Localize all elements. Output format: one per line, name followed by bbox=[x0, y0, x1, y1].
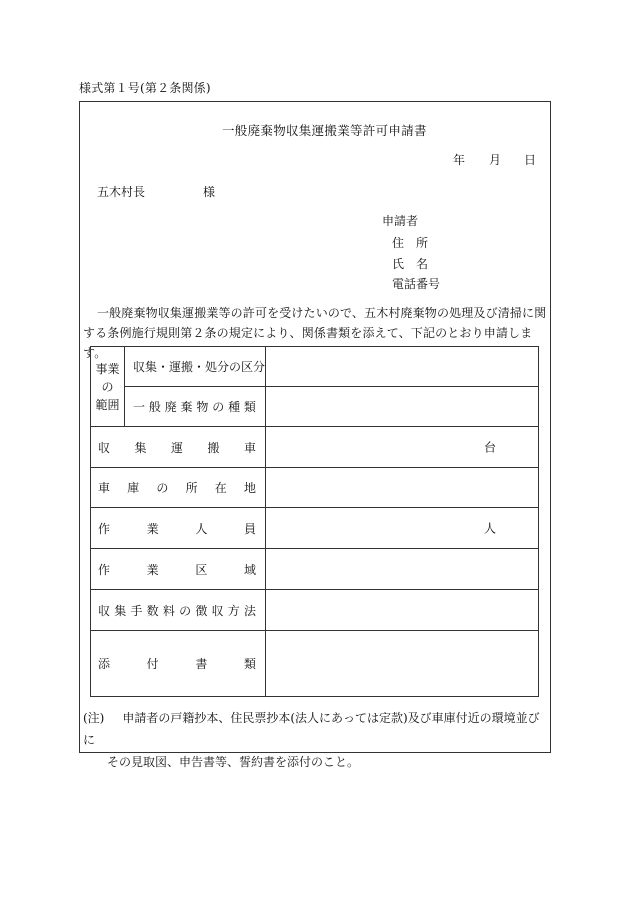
label-char: 所 bbox=[185, 481, 198, 495]
table-row-label bbox=[91, 427, 266, 468]
addressee: 五木村長 bbox=[97, 185, 146, 199]
label-char: 手 bbox=[130, 603, 143, 618]
table-row-label bbox=[91, 590, 266, 631]
label-char: 種 bbox=[228, 400, 241, 414]
label-char: 在 bbox=[214, 481, 227, 495]
label-char: の bbox=[212, 400, 225, 414]
label-char: の bbox=[156, 481, 169, 495]
work-area-field[interactable] bbox=[266, 549, 539, 590]
label-char: 員 bbox=[243, 521, 256, 536]
table-row bbox=[91, 387, 539, 427]
form-title: 一般廃棄物収集運搬業等許可申請書 bbox=[222, 123, 427, 138]
label-char: 車 bbox=[98, 481, 111, 495]
date-year-label: 年 bbox=[453, 153, 466, 167]
date-month-label: 月 bbox=[489, 153, 502, 167]
application-details-table bbox=[90, 346, 539, 697]
label-char: 収 bbox=[98, 440, 111, 455]
label-char: 料 bbox=[162, 603, 175, 618]
label-char: 人 bbox=[195, 521, 208, 536]
table-row bbox=[91, 508, 539, 549]
label-char: 棄 bbox=[180, 400, 193, 414]
label-char: 域 bbox=[243, 562, 256, 577]
label-char: 搬 bbox=[207, 440, 220, 455]
notes-marker: (注) bbox=[83, 711, 105, 725]
label-char: 書 bbox=[195, 657, 208, 671]
business-scope-label: 事業 の 範囲 bbox=[91, 347, 125, 427]
label-char: 徴 bbox=[195, 603, 208, 618]
label-char: 集 bbox=[134, 440, 147, 455]
table-row-label bbox=[125, 387, 266, 427]
table-row bbox=[91, 468, 539, 508]
label-char: 作 bbox=[98, 521, 111, 536]
label-char: 一 bbox=[133, 400, 146, 414]
date-day-label: 日 bbox=[524, 153, 537, 167]
table-row-label bbox=[91, 508, 266, 549]
waste-type-field[interactable] bbox=[266, 387, 539, 427]
label-char: 運 bbox=[170, 440, 183, 455]
label-char: 庫 bbox=[127, 481, 140, 495]
label-char: 廃 bbox=[164, 400, 177, 414]
table-row bbox=[91, 590, 539, 631]
label-char: 般 bbox=[148, 400, 161, 414]
applicant-name-label: 氏 名 bbox=[392, 257, 429, 271]
label-char: 業 bbox=[146, 521, 159, 536]
table-row bbox=[91, 549, 539, 590]
label-char: 類 bbox=[243, 400, 256, 414]
unit-label: 人 bbox=[483, 521, 496, 536]
applicant-address-label: 住 所 bbox=[392, 236, 429, 250]
label-char: 収 bbox=[98, 603, 111, 618]
table-row bbox=[91, 347, 539, 387]
label-char: の bbox=[179, 603, 192, 618]
notes-section bbox=[83, 707, 547, 773]
form-number-label: 様式第１号(第２条関係) bbox=[79, 81, 211, 95]
table-row-label bbox=[91, 549, 266, 590]
label-char: 数 bbox=[146, 603, 159, 618]
applicant-heading: 申請者 bbox=[382, 214, 419, 228]
label-char: 類 bbox=[243, 657, 256, 671]
notes-line-2: その見取図、申告書等、誓約書を添付のこと。 bbox=[107, 755, 360, 769]
label-char: 添 bbox=[98, 657, 111, 671]
addressee-honorific: 様 bbox=[203, 185, 216, 199]
table-row-label bbox=[91, 631, 266, 697]
notes-line-1: 申請者の戸籍抄本、住民票抄本(法人にあっては定款)及び車庫付近の環境並びに bbox=[83, 711, 540, 747]
collection-category-field[interactable] bbox=[266, 347, 539, 387]
table-row-label bbox=[91, 468, 266, 508]
worker-count-field[interactable] bbox=[266, 508, 539, 549]
label-char: 物 bbox=[196, 400, 209, 414]
applicant-phone-label: 電話番号 bbox=[392, 277, 441, 291]
table-row bbox=[91, 427, 539, 468]
table-row-label: 収集・運搬・処分の区分 bbox=[125, 347, 266, 387]
application-statement: 一般廃棄物収集運搬業等の許可を受けたいので、五木村廃棄物の処理及び清掃に関する条例施行規則第２条の規定により、関係書類を添えて、下記のとおり申請します。 bbox=[83, 306, 547, 360]
attached-documents-field[interactable] bbox=[266, 631, 539, 697]
fee-collection-method-field[interactable] bbox=[266, 590, 539, 631]
label-char: 収 bbox=[211, 603, 224, 618]
vehicle-count-field[interactable] bbox=[266, 427, 539, 468]
label-char: 地 bbox=[243, 481, 256, 495]
label-char: 方 bbox=[227, 603, 240, 618]
unit-label: 台 bbox=[483, 440, 496, 455]
garage-location-field[interactable] bbox=[266, 468, 539, 508]
label-char: 付 bbox=[146, 657, 159, 671]
label-char: 集 bbox=[114, 603, 127, 618]
table-row bbox=[91, 631, 539, 697]
label-char: 車 bbox=[243, 440, 256, 455]
label-char: 法 bbox=[243, 603, 256, 618]
label-char: 業 bbox=[146, 562, 159, 577]
label-char: 区 bbox=[195, 562, 208, 577]
label-char: 作 bbox=[98, 562, 111, 577]
